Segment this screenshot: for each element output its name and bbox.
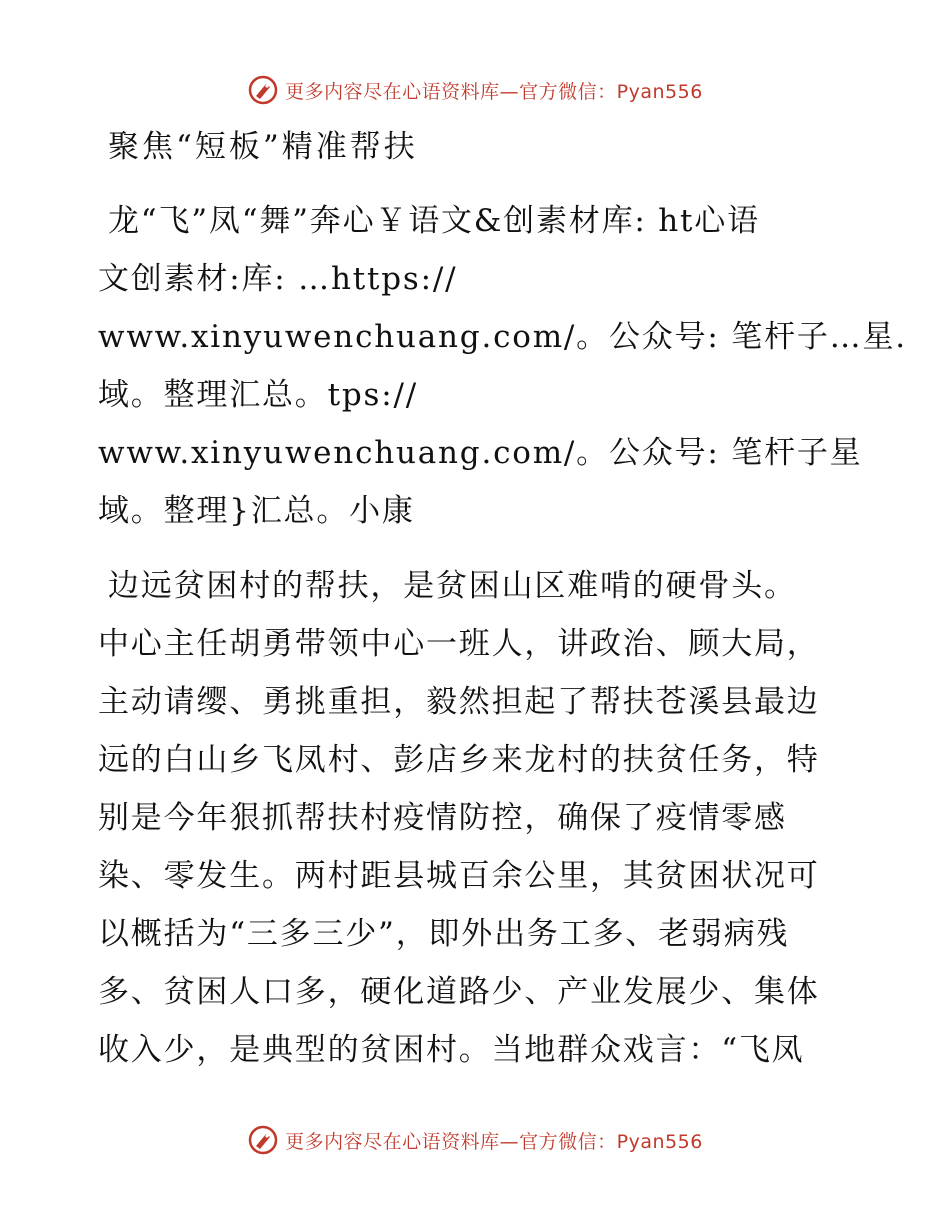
paragraph-line: 染、零发生。两村距县城百余公里，其贫困状况可: [98, 858, 820, 894]
paragraph-line: 远的白山乡飞凤村、彭店乡来龙村的扶贫任务，特: [98, 742, 820, 778]
paragraph-1: [98, 192, 907, 540]
paragraph-2: [98, 557, 858, 1079]
footer-banner: [0, 1120, 950, 1160]
paragraph-line: 域。整理}汇总。小康: [98, 493, 415, 529]
header-banner-text: 更多内容尽在心语资料库—官方微信：Pyan556: [285, 80, 703, 103]
footer-banner-text: 更多内容尽在心语资料库—官方微信：Pyan556: [285, 1130, 703, 1153]
paragraph-line: 域。整理汇总。tps://: [98, 377, 418, 413]
paragraph-line: 主动请缨、勇挑重担，毅然担起了帮扶苍溪县最边: [98, 684, 820, 720]
paragraph-line: 中心主任胡勇带领中心一班人，讲政治、顾大局，: [98, 626, 820, 662]
paragraph-line: 龙“飞”凤“舞”奔心￥语文&创素材库: ht心语: [108, 203, 760, 239]
document-title: 聚焦“短板”精准帮扶: [108, 129, 418, 165]
pen-nib-logo-icon: [247, 74, 279, 106]
paragraph-line: 多、贫困人口多，硬化道路少、产业发展少、集体: [98, 974, 820, 1010]
paragraph-line: 边远贫困村的帮扶，是贫困山区难啃的硬骨头。: [108, 568, 797, 604]
paragraph-line: 别是今年狠抓帮扶村疫情防控，确保了疫情零感: [98, 800, 787, 836]
header-banner: [0, 70, 950, 110]
pen-nib-logo-icon: [247, 1124, 279, 1156]
paragraph-line: www.xinyuwenchuang.com/。公众号: 笔杆子…星.: [98, 319, 907, 355]
paragraph-line: 收入少，是典型的贫困村。当地群众戏言：“飞凤: [98, 1032, 805, 1068]
paragraph-line: www.xinyuwenchuang.com/。公众号: 笔杆子星: [98, 435, 863, 471]
paragraph-line: 以概括为“三多三少”，即外出务工多、老弱病残: [98, 916, 790, 952]
paragraph-line: 文创素材:库: …https://: [98, 261, 458, 297]
